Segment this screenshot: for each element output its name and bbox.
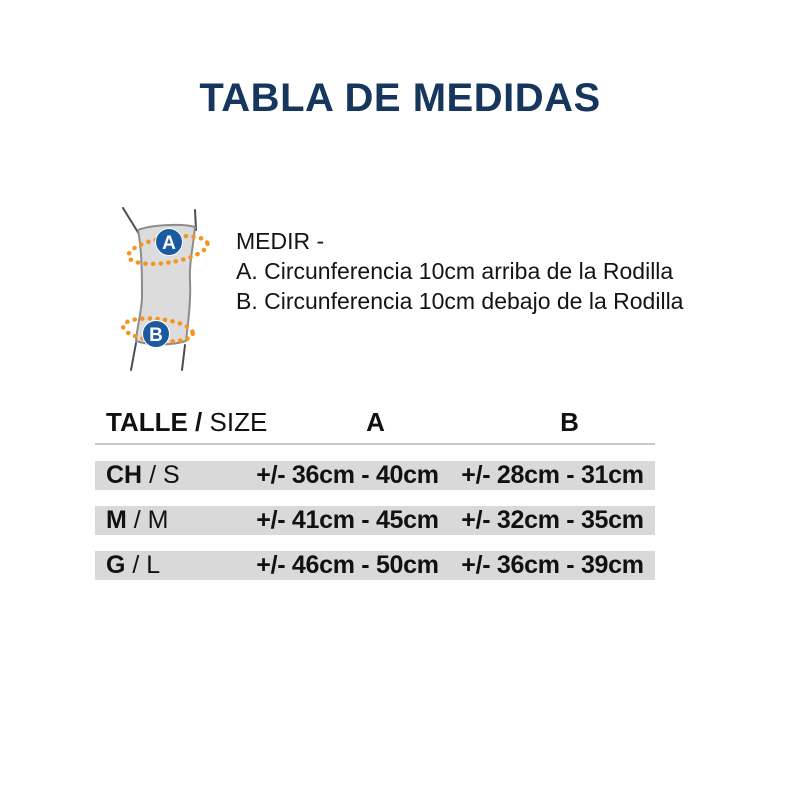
row-value-b: +/- 28cm - 31cm — [461, 461, 644, 489]
row-value-b: +/- 32cm - 35cm — [461, 506, 644, 534]
row-value-b: +/- 36cm - 39cm — [461, 551, 644, 579]
table-header-row — [95, 407, 655, 445]
marker-a-label: A — [162, 233, 176, 254]
size-table — [95, 407, 655, 580]
thigh-line-left — [123, 208, 139, 234]
row-size-primary: G — [106, 551, 126, 579]
instructions-heading: MEDIR - — [236, 228, 325, 254]
row-value-a: +/- 36cm - 40cm — [256, 461, 439, 489]
header-talle-label: TALLE / — [106, 407, 203, 437]
table-row-m-m — [95, 506, 655, 535]
row-size-secondary: / M — [133, 506, 169, 534]
marker-b — [143, 321, 170, 348]
table-row-g-l — [95, 551, 655, 580]
row-size-primary: CH — [106, 461, 143, 489]
header-column-b — [450, 407, 655, 438]
marker-b-label: B — [149, 325, 163, 346]
page-title: TABLA DE MEDIDAS — [199, 76, 601, 120]
header-column-a — [245, 407, 450, 438]
instruction-line-a: A. Circunferencia 10cm arriba de la Rodilla — [236, 258, 674, 284]
knee-diagram-svg — [96, 186, 231, 378]
knee-diagram — [96, 186, 231, 378]
row-size-primary: M — [106, 506, 127, 534]
row-size-cell — [95, 551, 245, 580]
header-col-b-label: B — [560, 407, 579, 437]
row-size-secondary: / L — [132, 551, 161, 579]
table-row-ch-s — [95, 461, 655, 490]
header-col-a-label: A — [366, 407, 385, 437]
instruction-line-b: B. Circunferencia 10cm debajo de la Rodilla — [236, 288, 684, 314]
shin-line-left — [131, 343, 136, 370]
measuring-instructions — [236, 226, 683, 316]
header-size-label: SIZE — [209, 407, 268, 437]
row-size-secondary: / S — [149, 461, 180, 489]
header-size-column — [95, 407, 268, 438]
row-value-a: +/- 41cm - 45cm — [256, 506, 439, 534]
row-size-cell — [95, 506, 245, 535]
marker-a — [156, 229, 183, 256]
row-size-cell — [95, 461, 245, 490]
row-value-a: +/- 46cm - 50cm — [256, 551, 439, 579]
shin-line-right — [182, 345, 185, 370]
